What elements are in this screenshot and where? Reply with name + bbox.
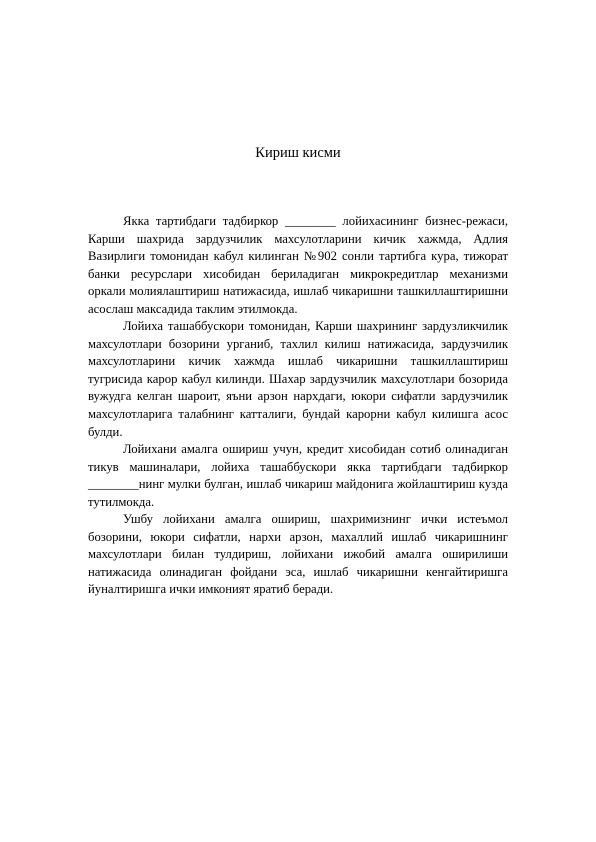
page-title: Кириш кисми	[255, 145, 341, 161]
paragraph-3: Лойихани амалга ошириш учун, кредит хисобидан сотиб олинадиган тикув машиналари, лойиха ташаббускори якка тартибдаги тадбиркор ________нинг мулки булган, ишлаб чикариш майдонига жойлаштириш кузда тутилмокда.	[88, 442, 508, 509]
paragraph-4: Ушбу лойихани амалга ошириш, шахримизнинг ички истеъмол бозорини, юкори сифатли, нархи арзон, махаллий ишлаб чикаришнинг махсулотлари билан тулдириш, лойихани ижобий амалга оширилиши натижасида олинадиган фойдани эса, ишлаб чикаришни кенгайтиришга йуналтиришга ички имконият яратиб беради.	[88, 512, 508, 597]
paragraph-1: Якка тартибдаги тадбиркор ________ лойихасининг бизнес-режаси, Карши шахрида зардузчилик махсулотларини кичик хажмда, Адлия Вазирлиги томонидан кабул килинган №902 сонли тартибга кура, тижорат банки ресурслари хисобидан бериладиган микрокредитлар механизми оркали молиялаштириш натижасида, ишлаб чикаришни ташкиллаштиришни асослаш максадида таклим этилмокда.	[88, 214, 508, 316]
document-body	[88, 213, 508, 599]
paragraph-2: Лойиха ташаббускори томонидан, Карши шахрининг зардузликчилик махсулотлари бозорини урганиб, тахлил килиш натижасида, зардузчилик махсулотларини кичик хажмда ишлаб чикаришни ташкиллаштириш тугрисида карор кабул килинди. Шахар зардузчилик махсулотлари бозорида вужудга келган шароит, яъни арзон нархдаги, юкори сифатли зардузчилик махсулотларига талабнинг катталиги, бундай карорни кабул килишга асос булди.	[88, 319, 508, 439]
